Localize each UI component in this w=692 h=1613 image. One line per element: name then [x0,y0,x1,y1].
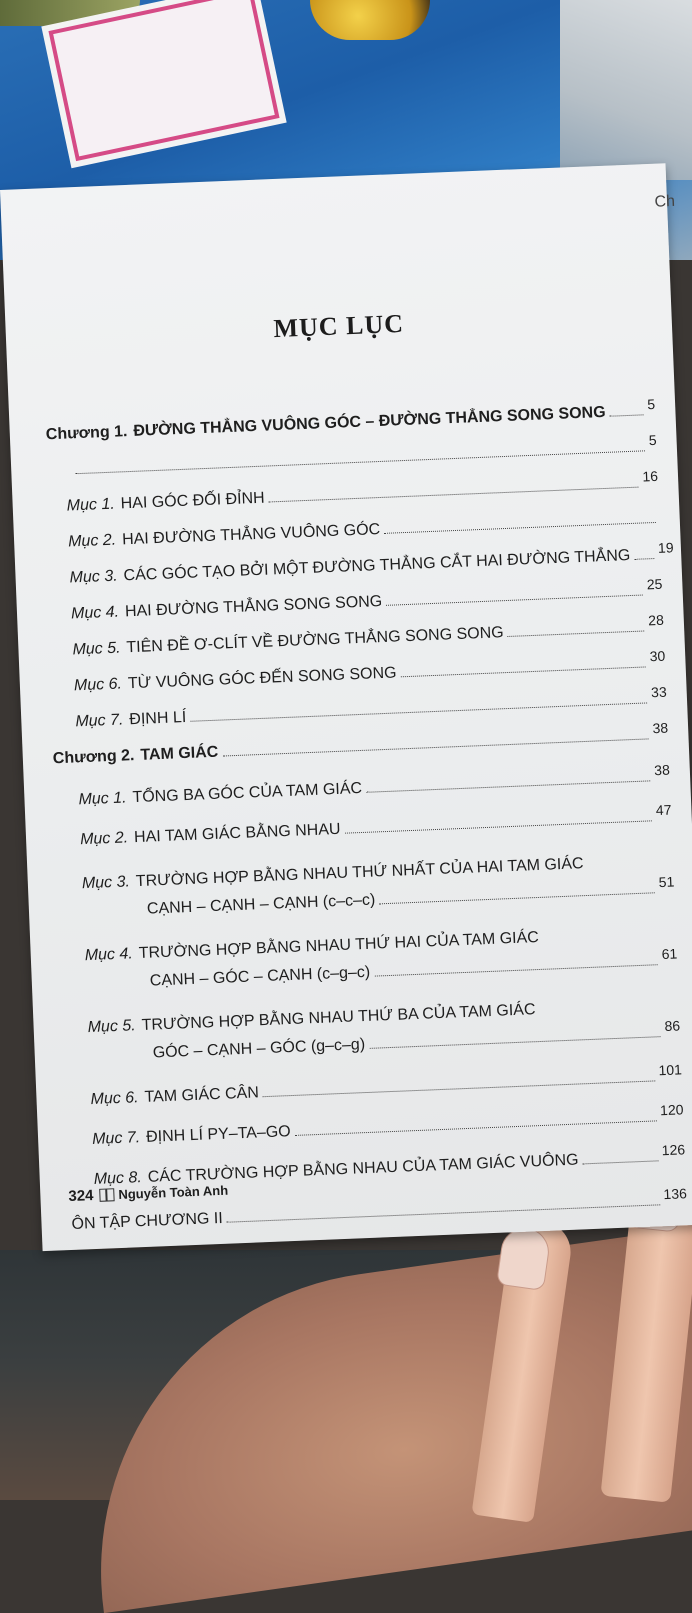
chapter-title: ÔN TẬP CHƯƠNG II [71,1209,224,1233]
toc-item: Mục 7. ĐỊNH LÍ 33 [75,683,667,731]
leader-dots [610,414,644,416]
folder-edge [560,0,692,180]
toc-item: Mục 6. TAM GIÁC CÂN 101 [90,1061,683,1109]
chapter-number: Chương 2. [52,747,135,768]
toc-item: Mục 4. HAI ĐƯỜNG THẲNG SONG SONG 25 [70,575,663,623]
page-number: 25 [646,575,663,593]
toc-item: Mục 1. TỔNG BA GÓC CỦA TAM GIÁC 38 [78,761,671,809]
toc-item: Mục 2. HAI TAM GIÁC BẰNG NHAU 47 [79,801,672,849]
book-page [0,163,692,1251]
corner-text: Ch [654,192,676,211]
page-number: 47 [655,801,672,819]
page-number: 16 [642,467,659,485]
leader-dots [634,558,654,560]
page-number: 86 [664,1017,681,1034]
page-number: 28 [647,611,665,629]
toc-item: Mục 7. ĐỊNH LÍ PY–TA–GO 120 [91,1101,684,1149]
toc-item: Mục 3. TRƯỜNG HỢP BẰNG NHAU THỨ NHẤT CỦA HAI TAM GIÁC CẠNH – CẠNH – CẠNH (c–c–c) 51 [81,855,675,918]
chapter-number: Chương 1. [45,423,128,444]
page-title: MỤC LỤC [272,308,405,344]
leader-dots [227,1204,660,1222]
page-number: 5 [648,431,657,449]
page-number: 38 [652,719,669,737]
toc-item: Mục 5. TIÊN ĐỀ Ơ-CLÍT VỀ ĐƯỜNG THẲNG SONG SONG 28 [72,611,665,659]
page-number: 126 [661,1141,686,1159]
footer-page-number: 324 [68,1187,94,1206]
toc-item: Mục 5. TRƯỜNG HỢP BẰNG NHAU THỨ BA CỦA TAM GIÁC GÓC – CẠNH – GÓC (g–c–g) 86 [87,1001,681,1062]
leader-dots [583,1160,659,1164]
toc-item: Mục 6. TỪ VUÔNG GÓC ĐẾN SONG SONG 30 [73,647,666,695]
page-number: 38 [653,761,671,779]
chapter-title: TAM GIÁC [140,743,219,764]
page-number: 33 [650,683,667,701]
toc-item: Mục 1. HAI GÓC ĐỐI ĐỈNH 16 [66,467,659,515]
toc-item: Mục 4. TRƯỜNG HỢP BẰNG NHAU THỨ HAI CỦA TAM GIÁC CẠNH – GÓC – CẠNH (c–g–c) 61 [84,928,678,990]
toc-item: Mục 3. CÁC GÓC TẠO BỞI MỘT ĐƯỜNG THẲNG CẮT HAI ĐƯỜNG THẲNG 19 [69,539,674,587]
toc-item: Mục 8. CÁC TRƯỜNG HỢP BẰNG NHAU CỦA TAM GIÁC VUÔNG 126 [93,1141,686,1189]
page-number: 19 [657,539,674,556]
book-icon [99,1188,115,1202]
page-number: 101 [658,1061,683,1079]
page-number: 136 [663,1185,688,1203]
page-number: 51 [658,873,675,891]
table-of-contents [39,384,688,1234]
page-number: 30 [649,647,666,665]
footer-author: Nguyễn Toàn Anh [118,1182,229,1203]
page-number: 5 [646,395,656,413]
toc-item: Mục 2. HAI ĐƯỜNG THẲNG VUÔNG GÓC [43,492,660,553]
page-number: 61 [661,945,678,963]
page-number: 120 [659,1101,684,1119]
leader-dots [508,630,645,636]
chapter-title: ĐƯỜNG THẲNG VUÔNG GÓC – ĐƯỜNG THẲNG SONG SONG [133,403,606,440]
